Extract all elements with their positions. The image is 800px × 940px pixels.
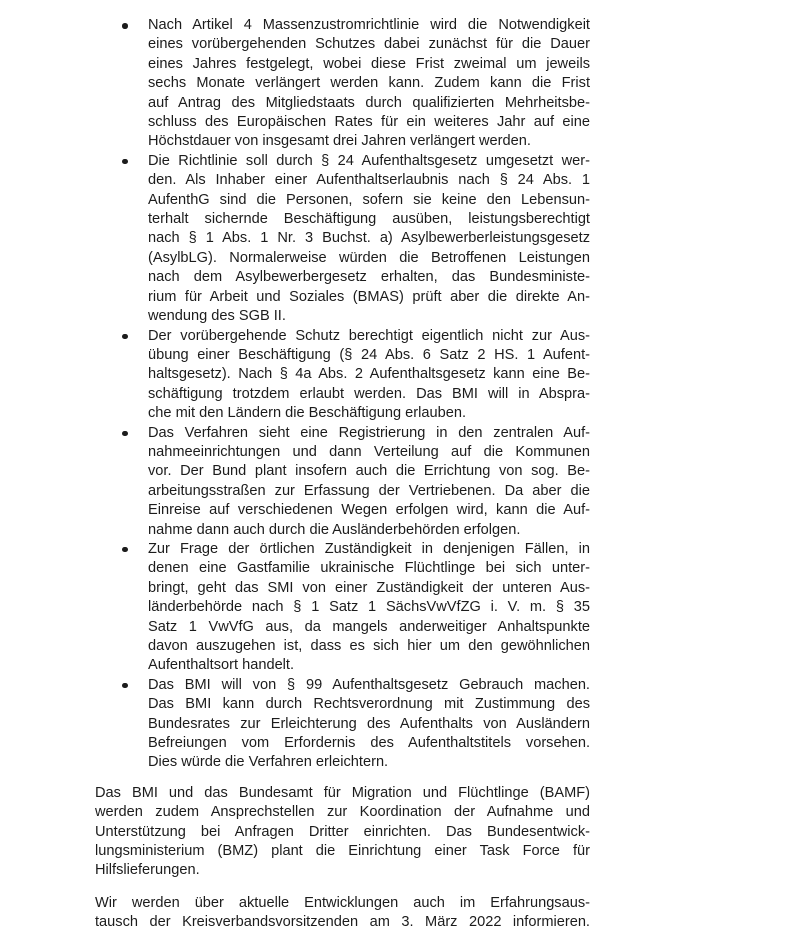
text-line: AufenthG sind die Personen, sofern sie keine den Lebensun- [148,191,590,208]
text-line: Hilfslieferungen. [95,862,200,879]
text-line: rium für Arbeit und Soziales (BMAS) prüft aber die direkte An- [148,288,590,305]
text-line: denen eine Gastfamilie ukrainische Flüchtlinge bei sich unter- [148,560,590,577]
bullet-dot-icon [122,334,128,340]
text-line: arbeitungsstraßen zur Erfassung der Vertriebenen. Da aber die [148,482,590,499]
text-line: che mit den Ländern die Beschäftigung erlauben. [148,405,467,422]
text-line: schäftigung trotzdem erlaubt werden. Das BMI will in Abspra- [148,385,590,402]
text-line: auf Antrag des Mitgliedstaats durch qualifizierten Mehrheitsbe- [148,94,590,111]
text-line: werden zudem Ansprechstellen zur Koordination der Aufnahme und [95,804,590,821]
bullet-marker [122,152,148,165]
text-line: Befreiungen vom Erfordernis des Aufenthaltstitels vorsehen. [148,735,590,752]
text-line: Wir werden über aktuelle Entwicklungen auch im Erfahrungsaus- [95,894,590,911]
text-line: eines vorübergehenden Schutzes dabei zunächst für die Dauer [148,36,590,53]
text-line: nahme dann auch durch die Ausländerbehörden erfolgen. [148,521,521,538]
text-line: wendung des SGB II. [148,308,286,325]
bullet-dot-icon [122,159,128,165]
text-line: Dies würde die Verfahren erleichtern. [148,754,389,771]
text-line: lungsministerium (BMZ) plant die Einrichtung einer Task Force für [95,843,590,860]
text-line: tausch der Kreisverbandsvorsitzenden am 3. März 2022 informieren. [95,914,590,931]
paragraph [95,784,590,881]
text-line: bringt, geht das SMI von einer Zuständigkeit der unteren Aus- [148,579,590,596]
text-line: Aufenthaltsort handelt. [148,657,295,674]
bullet-text [148,540,590,676]
bullet-item [122,676,590,773]
text-line: Satz 1 VwVfG aus, da mangels anderweitiger Anhaltspunkte [148,618,590,635]
text-line: Zur Frage der örtlichen Zuständigkeit in denjenigen Fällen, in [148,540,590,557]
text-line: Der vorübergehende Schutz berechtigt eigentlich nicht zur Aus- [148,327,590,344]
bullet-item [122,16,590,152]
text-line: nach dem Asylbewerbergesetz erhalten, das Bundesministe- [148,269,590,286]
text-line: sechs Monate verlängert werden kann. Zudem kann die Frist [148,75,590,92]
bullet-marker [122,676,148,689]
bullet-text [148,676,590,773]
text-line: eines Jahres festgelegt, wobei diese Frist zweimal um jeweils [148,55,590,72]
text-line: haltsgesetz). Nach § 4a Abs. 2 Aufenthaltsgesetz kann eine Be- [148,366,590,383]
bullet-marker [122,327,148,340]
text-line: Das BMI und das Bundesamt für Migration und Flüchtlinge (BAMF) [95,784,590,801]
text-line: nahmeeinrichtungen und dann Verteilung auf die Kommunen [148,443,590,460]
bullet-marker [122,16,148,29]
bullet-marker [122,540,148,553]
paragraph [95,894,590,933]
text-line: Das BMI will von § 99 Aufenthaltsgesetz Gebrauch machen. [148,676,590,693]
bullet-item [122,424,590,540]
bullet-marker [122,424,148,437]
bullet-dot-icon [122,683,128,689]
bullet-dot-icon [122,431,128,437]
text-line: nach § 1 Abs. 1 Nr. 3 Buchst. a) Asylbewerberleistungsgesetz [148,230,590,247]
text-line: Das BMI kann durch Rechtsverordnung mit Zustimmung des [148,696,590,713]
bullet-dot-icon [122,547,128,553]
text-line: Höchstdauer von insgesamt drei Jahren verlängert werden. [148,133,531,150]
bullet-text [148,327,590,424]
text-line: Einreise auf verschiedenen Wegen erfolgen wird, kann die Auf- [148,502,590,519]
text-line: Unterstützung bei Anfragen Dritter einrichten. Das Bundesentwick- [95,823,590,840]
bullet-text [148,424,590,540]
text-line: vor. Der Bund plant insofern auch die Errichtung von sog. Be- [148,463,590,480]
text-line: Die Richtlinie soll durch § 24 Aufenthaltsgesetz umgesetzt wer- [148,152,590,169]
bullet-item [122,152,590,327]
bullet-text [148,16,590,152]
text-line: Bundesrates zur Erleichterung des Aufenthalts von Ausländern [148,715,590,732]
bullet-list [122,16,590,773]
text-line: Das Verfahren sieht eine Registrierung in den zentralen Auf- [148,424,590,441]
text-line: den. Als Inhaber einer Aufenthaltserlaubnis nach § 24 Abs. 1 [148,172,590,189]
bullet-item [122,327,590,424]
text-line: davon auszugehen ist, dass es sich hier um den gewöhnlichen [148,638,590,654]
text-line: übung einer Beschäftigung (§ 24 Abs. 6 Satz 2 HS. 1 Aufent- [148,346,590,363]
text-line: schluss des Europäischen Rates für ein weiteres Jahr auf eine [148,114,590,131]
text-line: terhalt sichernde Beschäftigung ausüben, leistungsberechtigt [148,211,590,228]
text-line: Nach Artikel 4 Massenzustromrichtlinie wird die Notwendigkeit [148,17,590,33]
bullet-item [122,540,590,676]
bullet-text [148,152,590,327]
text-line: (AsylbLG). Normalerweise würden die Betroffenen Leistungen [148,249,590,266]
text-line: länderbehörde nach § 1 Satz 1 SächsVwVfZG i. V. m. § 35 [148,599,590,616]
bullet-dot-icon [122,23,128,29]
